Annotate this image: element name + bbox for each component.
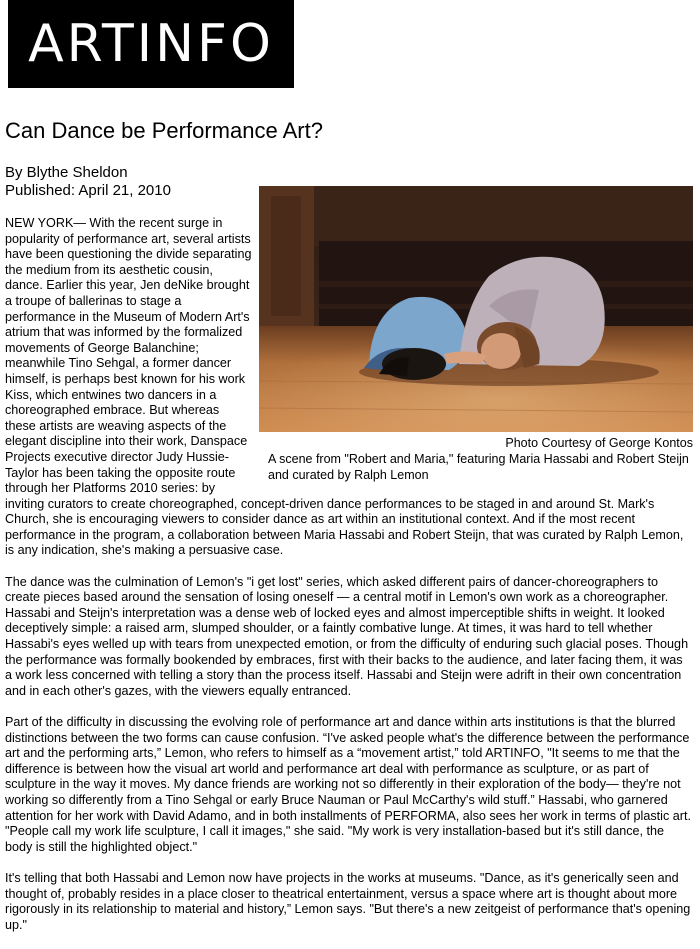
article-title: Can Dance be Performance Art? xyxy=(5,118,323,143)
article-paragraph: Part of the difficulty in discussing the evolving role of performance art and dance within arts institutions is that the blurred distinctions between the two forms can cause confusion. “I've asked people what's the difference between the performance art and the performing arts,” Lemon, who refers to himself as a “movement artist,” told ARTINFO, "It seems to me that the difference is between how the visual art world and performance art deal with performance as sculpture, or as part of sculpture in the way it moves. My dance friends are working not so differently in their exploration of the body— they're not working so differently from a Tino Sehgal or early Bruce Nauman or Paul McCarthy's wild stuff.” Hassabi, who garnered attention for her work with David Adamo, and in both installments of PERFORMA, also sees her work in terms of plastic art. "People call my work life sculpture, I call it images," she said. "My work is very installation-based but it's still dance, the body is still the highlighted object." xyxy=(5,715,691,854)
publish-date: Published: April 21, 2010 xyxy=(5,182,171,199)
article-byline xyxy=(5,164,171,200)
photo-wrap-spacer xyxy=(253,216,693,482)
article-body xyxy=(5,216,693,949)
article-paragraph: It's telling that both Hassabi and Lemon now have projects in the works at museums. "Dance, as it's generically seen and thought of, probably resides in a place closer to theatrical entertainment, versus a space where art is thought about more rigorously in its relationship to material and history,” Lemon says. "But there's a new zeitgeist of performance that's opening up." xyxy=(5,870,691,932)
article-paragraph: The dance was the culmination of Lemon's "i get lost" series, which asked different pairs of dancer-choreographers to create pieces based around the sensation of losing oneself — a central motif in Lemon's own work as a choreographer. Hassabi and Steijn's interpretation was a dense web of locked eyes and almost imperceptible shifts in weight. It looked deceptively simple: a raised arm, slumped shoulder, or a faintly combative lunge. At times, it was hard to tell whether Hassabi's eyes welled up with tears from unexpected emotion, or from the difficulty of enduring such glacial poses. Though the performance was formally bookended by embraces, first with their backs to the audience, and later facing them, it was a work less concerned with telling a story than the process itself. Hassabi and Steijn were adrift in their own concentration and in each other's gazes, with the viewers equally entranced. xyxy=(5,574,689,698)
author: By Blythe Sheldon xyxy=(5,164,128,181)
photo-caption: A scene from "Robert and Maria," featuring Maria Hassabi and Robert Steijn and curated by Ralph Lemon xyxy=(268,452,689,482)
photo-credit: Photo Courtesy of George Kontos xyxy=(505,436,693,450)
article-paragraph: NEW YORK— With the recent surge in popularity of performance art, several artists have been questioning the divide separating the medium from its aesthetic cousin, dance. Earlier this year, Jen deNike brought a troupe of ballerinas to stage a performance in the Museum of Modern Art's atrium that was informed by the formalized movements of George Balanchine; meanwhile Tino Sehgal, a former dancer himself, is perhaps best known for his work Kiss, which entwines two dancers in a choreographed embrace. But whereas these artists are weaving aspects of the elegant discipline into their work, Danspace Projects executive director Judy Hussie-Taylor has been taking the opposite route through her Platforms 2010 series: by inviting curators to create choreographed, concept-driven dance performances to be staged in and around St. Mark's Church, she is encouraging viewers to consider dance as art within an institutional context. And if the most recent performance in the program, a collaboration between Maria Hassabi and Robert Steijn, that was curated by Ralph Lemon, is any indication, she's making a persuasive case. xyxy=(5,216,684,558)
artinfo-logo[interactable]: ARTINFO xyxy=(8,0,294,88)
